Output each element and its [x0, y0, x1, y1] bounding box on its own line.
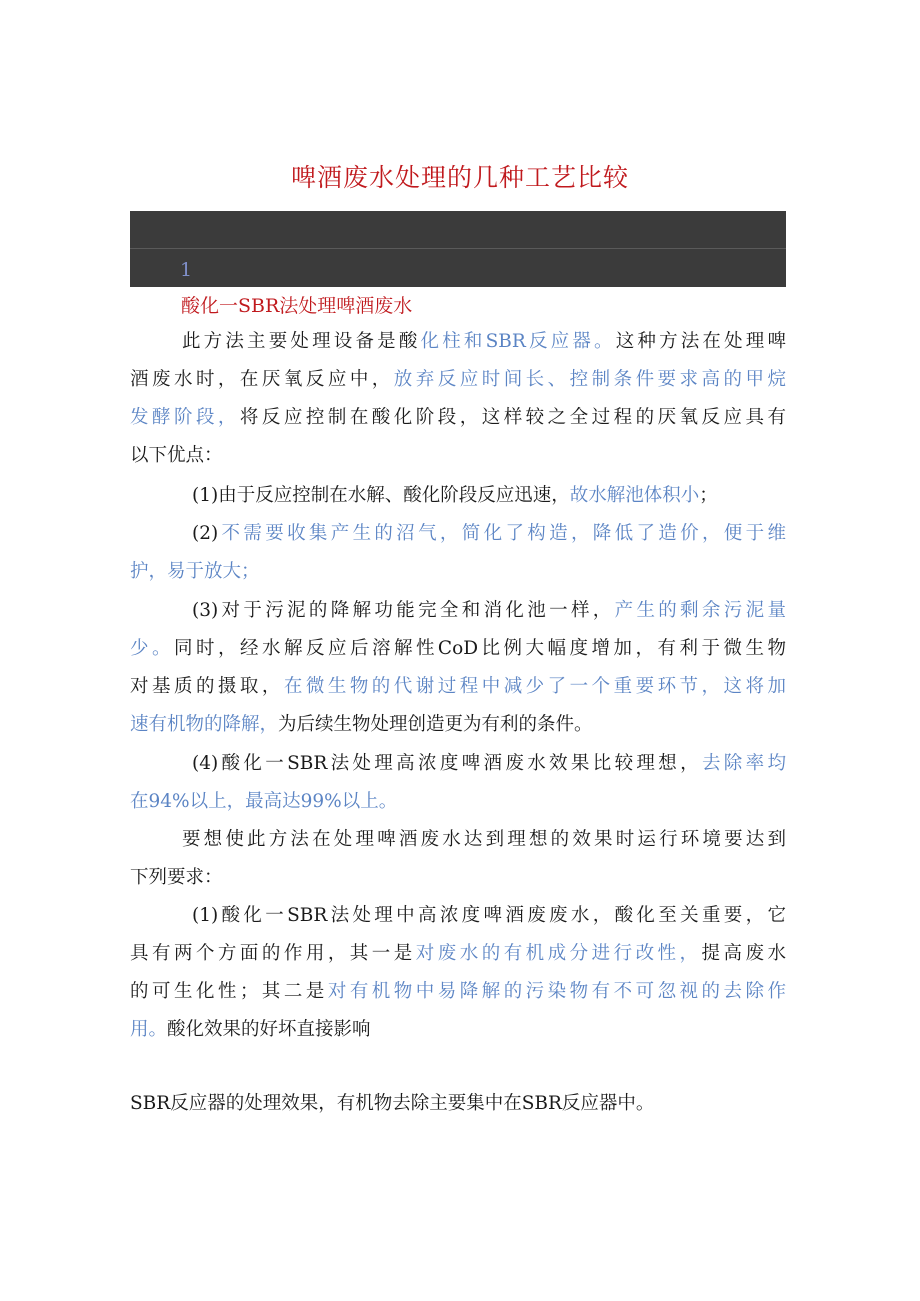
text-line: (2)不需要收集产生的沼气，简化了构造，降低了造价，便于维: [192, 523, 786, 544]
text-line: 速有机物的降解，为后续生物处理创造更为有利的条件。: [130, 714, 593, 735]
advantage-item-2: [130, 515, 786, 591]
document-title: 啤酒废水处理的几种工艺比较: [290, 163, 629, 192]
text-line: 下列要求：: [130, 867, 223, 888]
text-line: (3)对于污泥的降解功能完全和消化池一样，产生的剩余污泥量: [192, 600, 786, 621]
text-line: 对基质的摄取，在微生物的代谢过程中减少了一个重要环节，这将加: [130, 676, 786, 697]
text-line: 在94%以上，最高达99%以上。: [130, 791, 398, 812]
text-line: 以下优点：: [130, 445, 223, 466]
text-line: 要想使此方法在处理啤酒废水达到理想的效果时运行环境要达到: [182, 829, 786, 850]
text-line: 具有两个方面的作用，其一是对废水的有机成分进行改性，提高废水: [130, 943, 786, 964]
advantage-item-1: [130, 477, 786, 515]
text-line: 护，易于放大；: [130, 561, 260, 582]
requirement-item-1: [130, 897, 786, 1049]
text-line: 的可生化性；其二是对有机物中易降解的污染物有不可忽视的去除作: [130, 981, 786, 1002]
header-banner: [130, 211, 786, 287]
text-line: 酒废水时，在厌氧反应中，放弃反应时间长、控制条件要求高的甲烷: [130, 369, 786, 390]
banner-number: 1: [180, 259, 193, 281]
text-line: (1)酸化一SBR法处理中高浓度啤酒废废水，酸化至关重要，它: [192, 905, 786, 926]
section-heading: 酸化一SBR法处理啤酒废水: [181, 295, 413, 317]
text-line: SBR反应器的处理效果，有机物去除主要集中在SBR反应器中。: [130, 1093, 655, 1114]
text-line: (1)由于反应控制在水解、酸化阶段反应迅速，故水解池体积小；: [192, 485, 718, 506]
paragraph-requirements: [130, 821, 786, 897]
advantage-item-3: [130, 592, 786, 744]
text-line: 此方法主要处理设备是酸化柱和SBR反应器。这种方法在处理啤: [182, 331, 786, 352]
text-line: 发酵阶段，将反应控制在酸化阶段，这样较之全过程的厌氧反应具有: [130, 407, 786, 428]
text-line: (4)酸化一SBR法处理高浓度啤酒废水效果比较理想，去除率均: [192, 753, 786, 774]
advantage-item-4: [130, 745, 786, 821]
paragraph-final: [130, 1085, 786, 1123]
text-line: 少。同时，经水解反应后溶解性CoD比例大幅度增加，有利于微生物: [130, 638, 786, 659]
banner-divider: [130, 248, 786, 249]
text-line: 用。酸化效果的好坏直接影响: [130, 1019, 371, 1040]
paragraph-intro: [130, 323, 786, 475]
